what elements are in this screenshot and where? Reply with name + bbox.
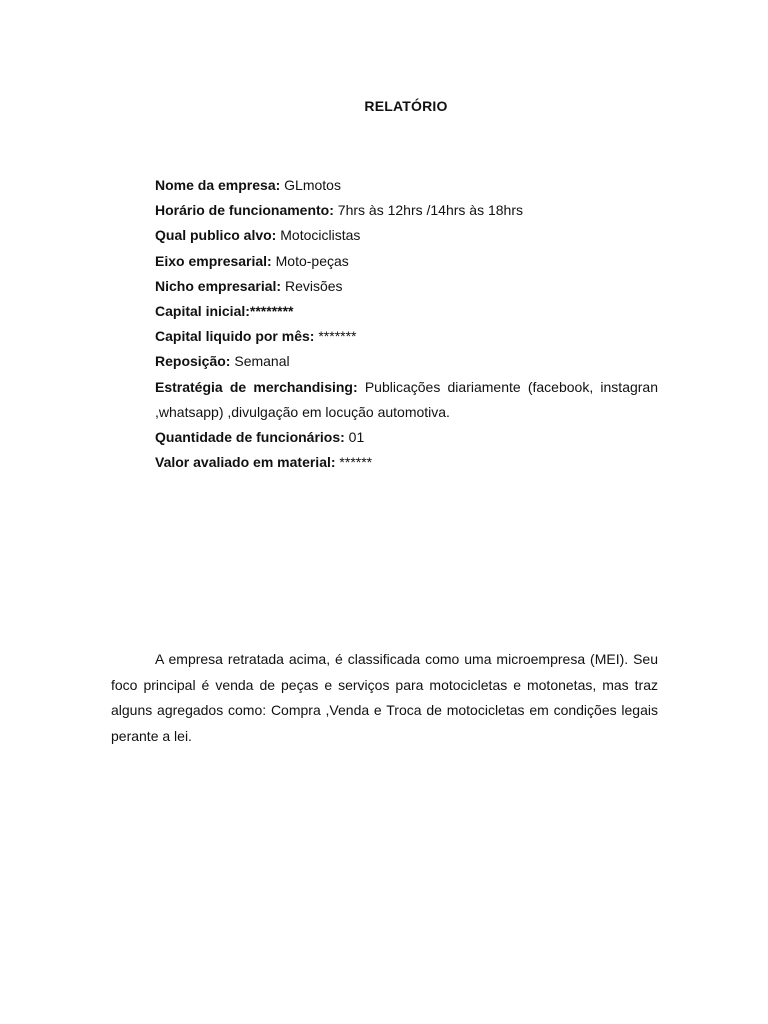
field-label: Capital liquido por mês:	[155, 328, 315, 345]
document-title: RELATÓRIO	[364, 98, 448, 114]
field-value: GLmotos	[280, 177, 341, 193]
field-employee-count	[155, 425, 658, 450]
field-value: Publicações diariamente (facebook, instagran ,whatsapp) ,divulgação em locução automotiva.	[155, 378, 658, 420]
field-material-value	[155, 450, 658, 475]
field-label: Qual publico alvo:	[155, 227, 277, 244]
field-label: Quantidade de funcionários:	[155, 429, 345, 446]
field-value: Semanal	[230, 353, 290, 370]
field-label: Nicho empresarial:	[155, 277, 282, 294]
field-merchandising-strategy	[155, 375, 658, 425]
field-label: Reposição:	[155, 353, 231, 370]
field-label: Estratégia de merchandising:	[155, 378, 358, 395]
field-restock	[155, 349, 658, 374]
field-label: Horário de funcionamento:	[155, 202, 334, 219]
field-net-capital	[155, 324, 658, 349]
field-value: 7hrs às 12hrs /14hrs às 18hrs	[333, 202, 524, 219]
field-value: Revisões	[281, 277, 343, 294]
field-label: Nome da empresa:	[155, 177, 281, 193]
field-value: Moto-peças	[271, 252, 349, 269]
description-paragraph: A empresa retratada acima, é classificada como uma microempresa (MEI). Seu foco principal é venda de peças e serviços para motocicletas e motonetas, mas traz alguns agregados como: Compra ,Venda e Troca de motocicletas em condições legais perante a lei.	[111, 651, 658, 744]
field-company-name	[155, 173, 658, 198]
field-business-axis	[155, 249, 658, 274]
field-initial-capital	[155, 299, 658, 324]
company-fields	[155, 173, 658, 475]
field-value: 01	[344, 429, 365, 446]
field-value: Motociclistas	[276, 227, 361, 244]
field-label: Valor avaliado em material:	[155, 454, 336, 471]
field-label: Capital inicial:********	[155, 303, 294, 320]
field-business-niche	[155, 274, 658, 299]
field-opening-hours	[155, 198, 658, 223]
field-target-audience	[155, 223, 658, 248]
field-label: Eixo empresarial:	[155, 252, 272, 269]
field-value: *******	[314, 328, 357, 345]
field-value: ******	[335, 454, 373, 471]
